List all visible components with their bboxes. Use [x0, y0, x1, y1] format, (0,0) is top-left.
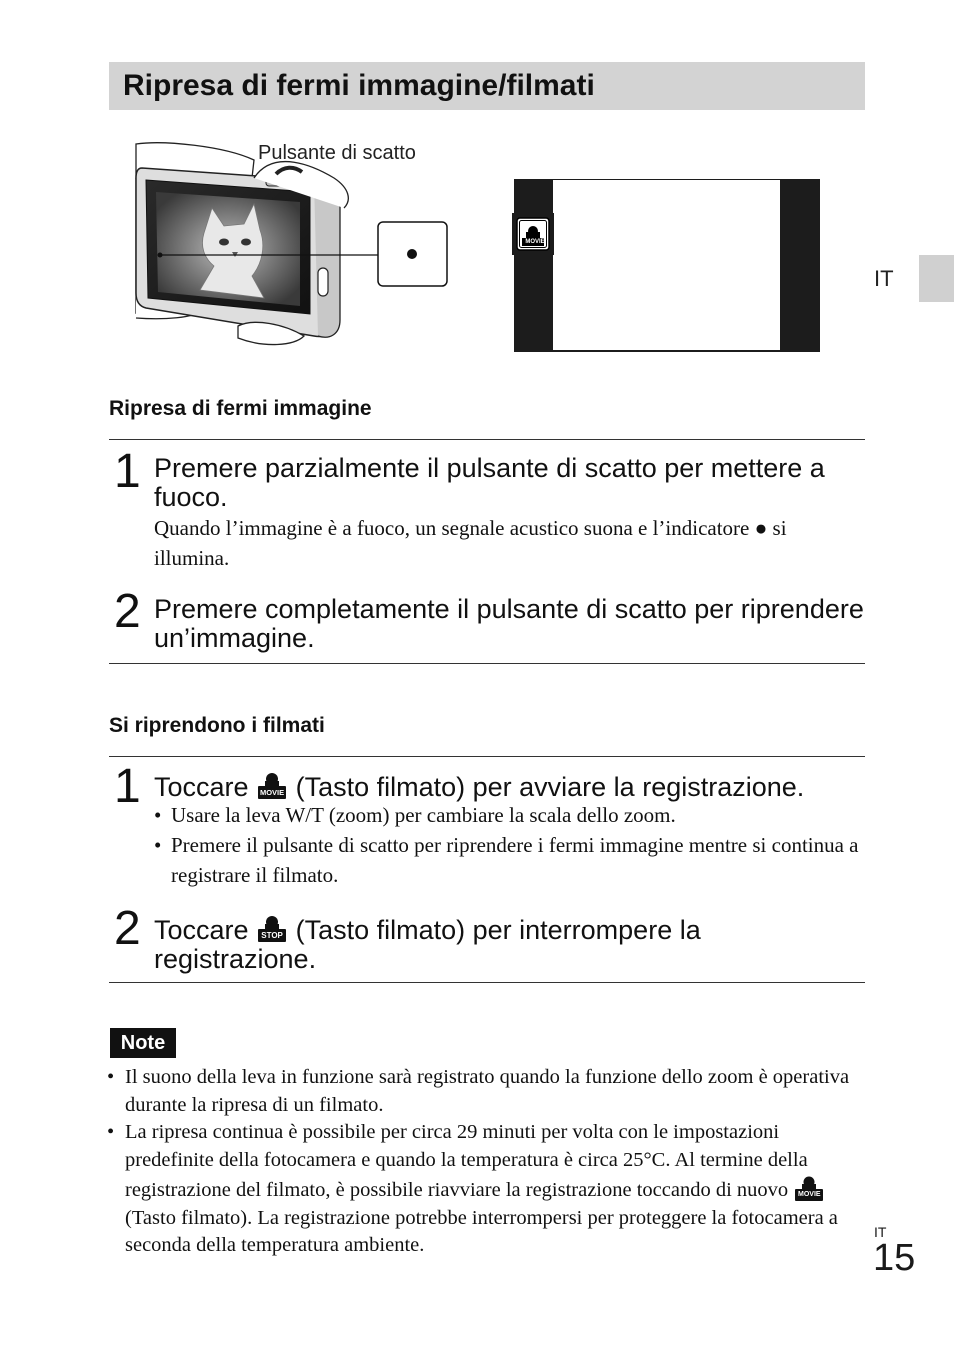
section-title-bar [109, 62, 865, 110]
step-detail: Quando l’immagine è a fuoco, un segnale acustico suona e l’indicatore ● si illumina. [154, 516, 787, 570]
note-item: • Il suono della leva in funzione sarà registrato quando la funzione dello zoom è operativa durante la ripresa di un filmato. [107, 1064, 867, 1119]
divider [109, 756, 865, 757]
step-text-pre: Toccare [154, 915, 249, 945]
note-item [107, 1119, 867, 1260]
step-number: 1 [114, 760, 141, 813]
step-instruction: Premere parzialmente il pulsante di scatto per mettere a fuoco. [154, 453, 825, 512]
language-tab [919, 255, 954, 302]
camera-illustration [134, 138, 454, 352]
divider [109, 982, 865, 983]
still-heading: Ripresa di fermi immagine [109, 397, 372, 420]
step-number: 1 [114, 445, 141, 498]
note-text-pre: La ripresa continua è possibile per circa 29 minuti per volta con le impostazioni predefinite della fotocamera e quando la temperatura è circa 25°C. Al termine della registrazione del filmato, è possibile riavviare la registrazione toccando di nuovo [125, 1121, 808, 1201]
step-number: 2 [114, 585, 141, 638]
movie-icon-text: MOVIE [525, 239, 545, 245]
shutter-button-label: Pulsante di scatto [258, 142, 416, 164]
step-text-post: (Tasto filmato) per avviare la registrazione. [295, 772, 805, 802]
step-instruction [154, 912, 866, 974]
movie-icon [516, 217, 550, 251]
divider [109, 439, 865, 440]
movie-button-frame [512, 213, 554, 255]
divider [109, 663, 865, 664]
movie-icon-text: MOVIE [798, 1191, 821, 1198]
movie-icon [256, 769, 288, 801]
movie-icon-text: MOVIE [259, 788, 285, 797]
step-instruction: Premere completamente il pulsante di scatto per riprendere un’immagine. [154, 594, 864, 653]
note-badge: Note [110, 1028, 176, 1058]
stop-icon [256, 912, 288, 944]
movie-heading: Si riprendono i filmati [109, 714, 325, 737]
screen-display-area [553, 180, 780, 350]
language-tab-label: IT [874, 266, 894, 291]
screen-diagram [514, 179, 820, 352]
movie-icon [793, 1174, 825, 1202]
stop-icon-text: STOP [261, 931, 283, 940]
step-bullets [154, 800, 866, 890]
page-language: IT [874, 1224, 887, 1240]
step-text-pre: Toccare [154, 772, 249, 802]
step-instruction [154, 769, 866, 802]
page-title: Ripresa di fermi immagine/filmati [123, 69, 595, 102]
bullet-item: • Usare la leva W/T (zoom) per cambiare la scala dello zoom. [154, 800, 866, 830]
notes-list [107, 1064, 867, 1260]
page-number: 15 [873, 1237, 916, 1279]
note-text-post: (Tasto filmato). La registrazione potrebbe interrompersi per proteggere la fotocamera a seconda della temperatura ambiente. [125, 1206, 838, 1256]
step-text-post: (Tasto filmato) per interrompere la registrazione. [154, 915, 701, 974]
bullet-item: • Premere il pulsante di scatto per riprendere i fermi immagine mentre si continua a registrare il filmato. [154, 830, 866, 890]
step-number: 2 [114, 902, 141, 955]
